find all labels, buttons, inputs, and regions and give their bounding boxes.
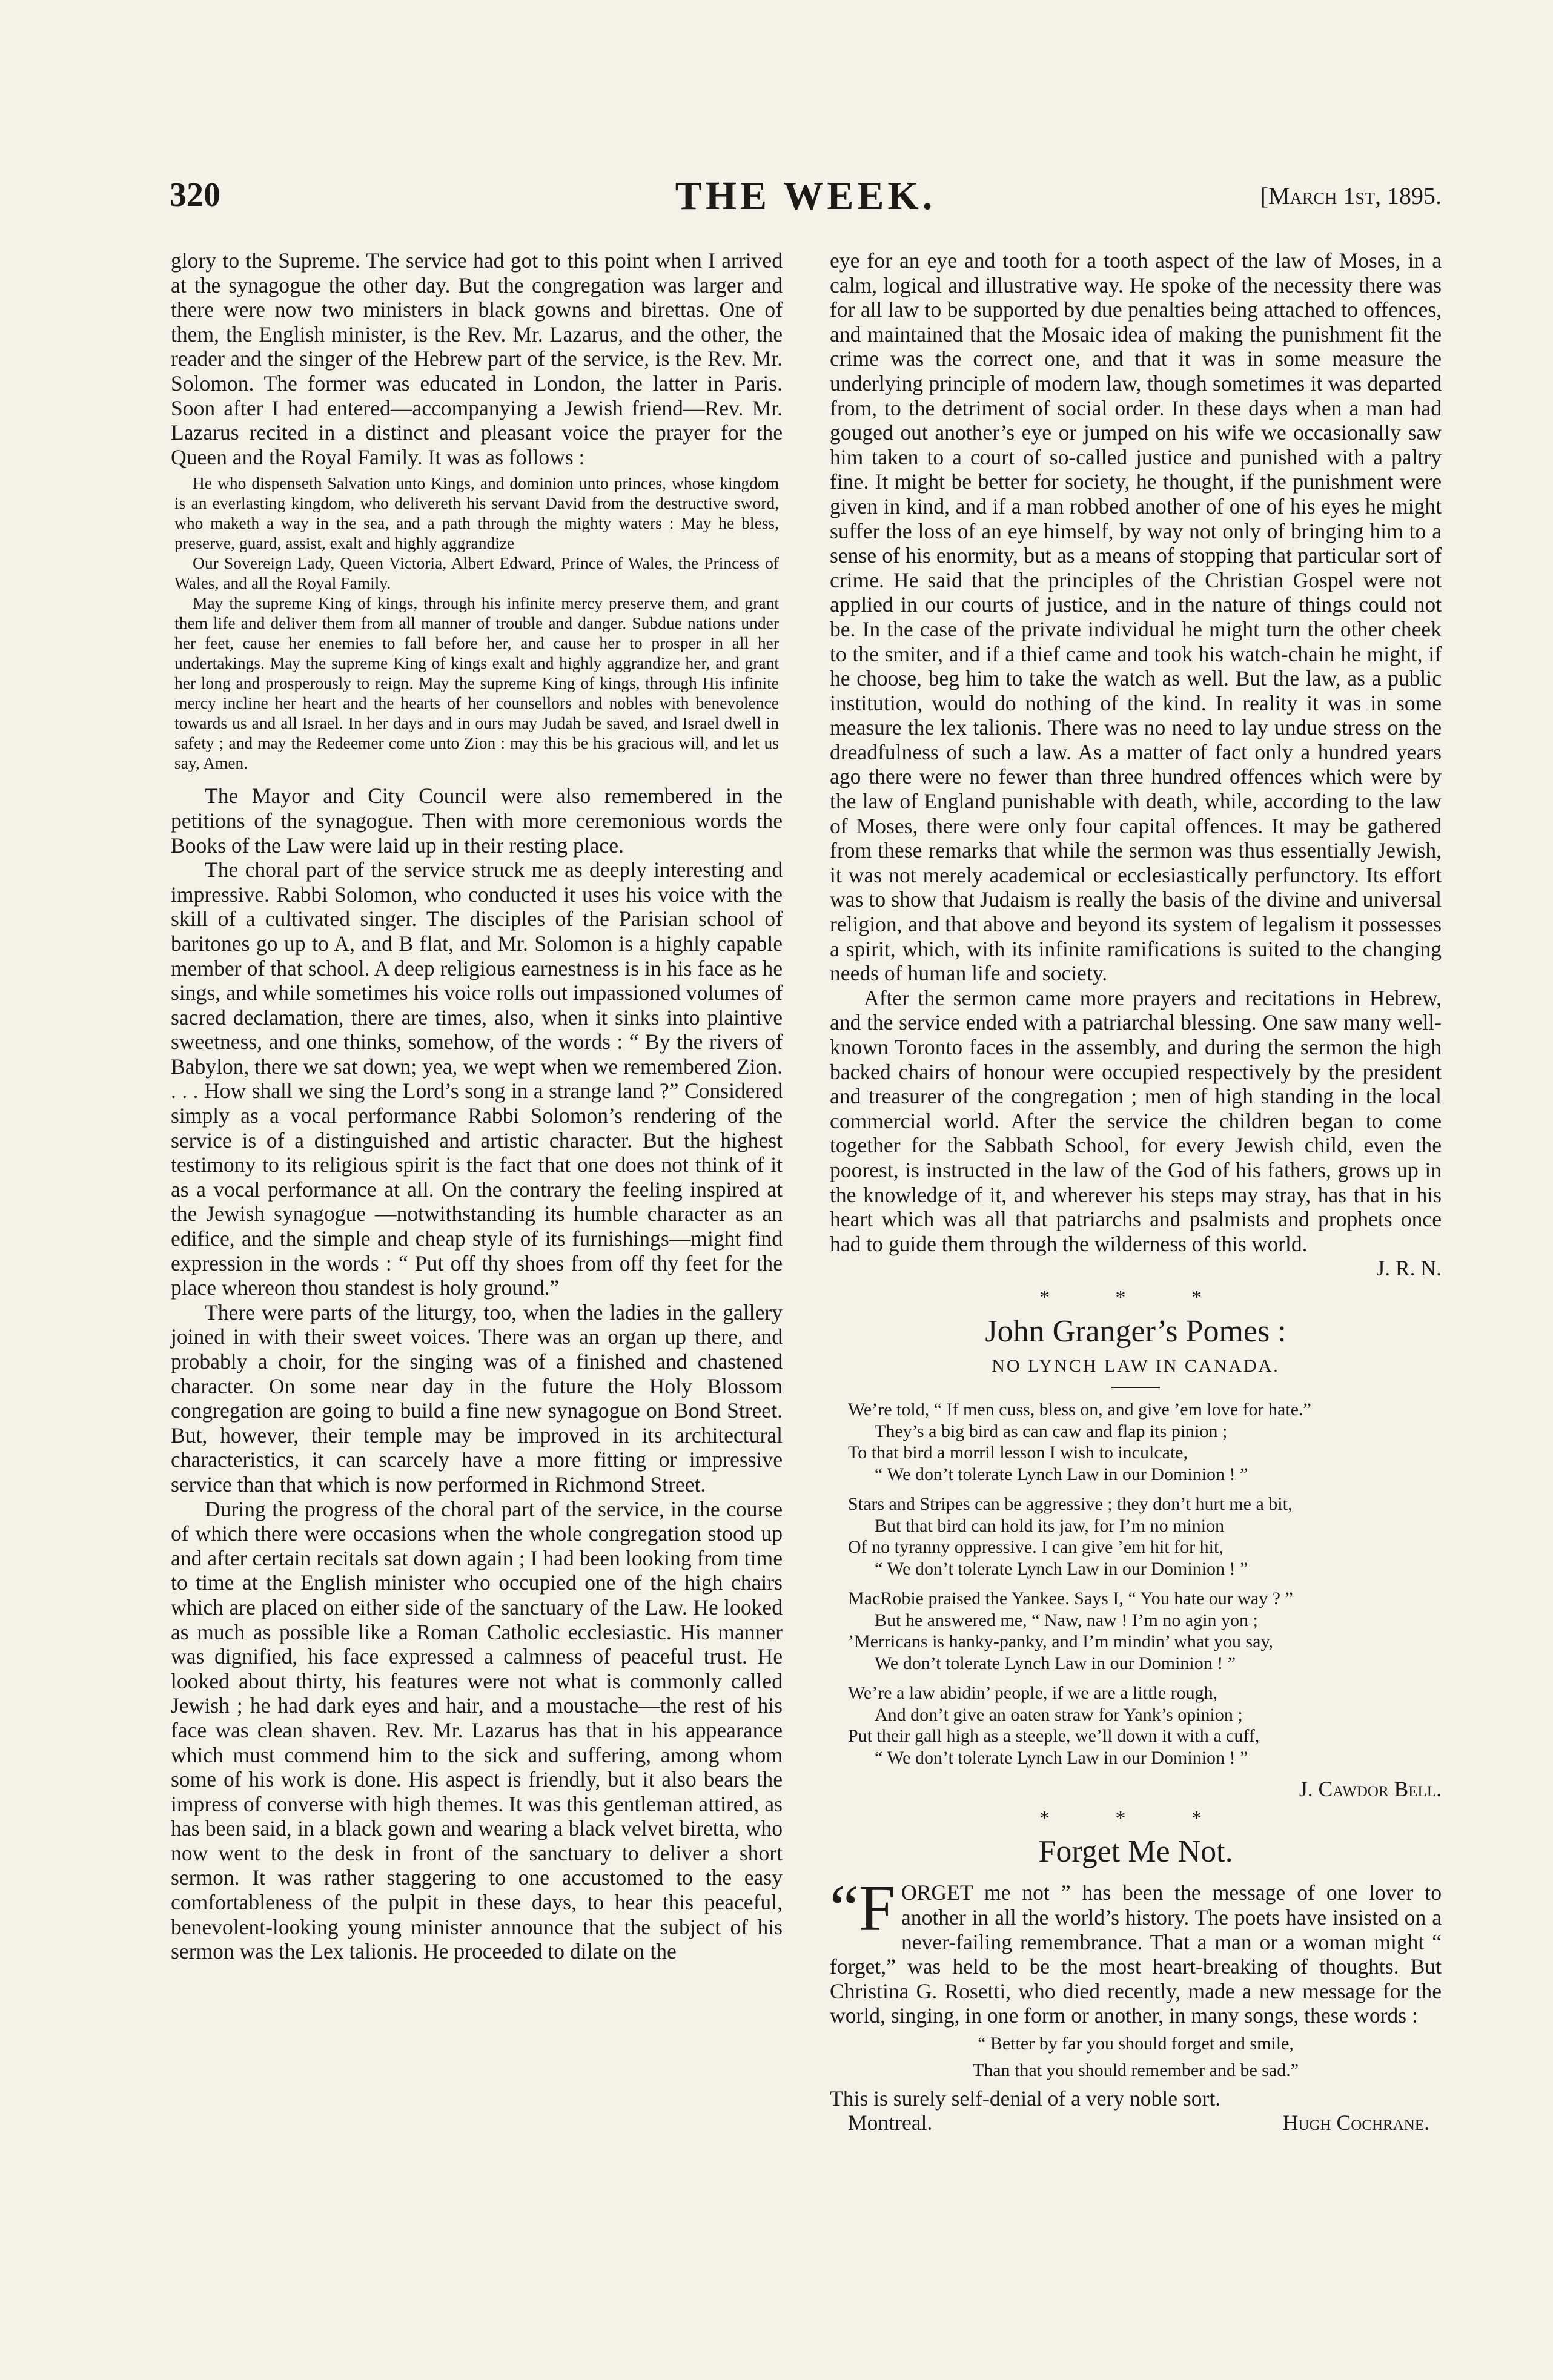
poem-line: Put their gall high as a steeple, we’ll down it with a cuff, xyxy=(848,1726,1260,1747)
poem-line: But that bird can hold its jaw, for I’m no minion xyxy=(875,1515,1225,1536)
poem-stanza xyxy=(848,1588,1442,1674)
poem-line: They’s a big bird as can caw and flap its pinion ; xyxy=(875,1421,1228,1441)
divider-rule xyxy=(1111,1387,1160,1388)
poem-line: To that bird a morril lesson I wish to inculcate, xyxy=(848,1443,1188,1463)
page-header xyxy=(170,176,1442,230)
poem-line: We don’t tolerate Lynch Law in our Dominion ! ” xyxy=(875,1653,1236,1673)
right-column xyxy=(830,248,1442,2135)
page-number: 320 xyxy=(170,176,220,214)
drop-cap: “F xyxy=(830,1873,895,1945)
poem-line: Stars and Stripes can be aggressive ; they don’t hurt me a bit, xyxy=(848,1494,1293,1515)
poem-line: We’re told, “ If men cuss, bless on, and give ’em love for hate.” xyxy=(848,1400,1311,1420)
poem-author: J. Cawdor Bell. xyxy=(1299,1777,1442,1802)
quoted-verse-line: Than that you should remember and be sad.” xyxy=(972,2060,1299,2080)
issue-date: [March 1st, 1895. xyxy=(1260,182,1442,210)
quoted-verse-line: “ Better by far you should forget and smile, xyxy=(978,2033,1294,2054)
poem xyxy=(830,1399,1442,1768)
poem-stanza xyxy=(848,1493,1442,1579)
prayer-block xyxy=(174,473,779,773)
paragraph: The choral part of the service struck me as deeply interesting and impressive. Rabbi Solomon, who conducted it uses his voice with the skill of a cultivated singer. The disciples of the Parisian school of baritones go up to A, and B flat, and Mr. Solomon is a highly capable member of that school. A deep religious earnestness is in his face as he sings, and while sometimes his voice rolls out impassioned volumes of sacred declamation, there are times, also, when it sinks into plaintive sweetness, and one thinks, somehow, of the words : “ By the rivers of Babylon, there we sat down; yea, we wept when we remembered Zion. . . . How shall we sing the Lord’s song in a strange land ?” Considered simply as a vocal performance Rabbi Solomon’s rendering of the service is of a distinguished and artistic character. But the highest testimony to its religious spirit is the fact that one does not think of it as a vocal performance at all. On the contrary the feeling inspired at the Jewish synagogue —notwithstanding its humble character as an edifice, and the simple and cheap style of its furnishings—might find expression in the words : “ Put off thy shoes from off thy feet for the place whereon thou standest is holy ground.” xyxy=(171,858,783,1300)
place-name: Montreal. xyxy=(848,2111,933,2135)
poem-line: ’Merricans is hanky-panky, and I’m mindin’ what you say, xyxy=(848,1631,1274,1652)
paragraph: The Mayor and City Council were also remembered in the petitions of the synagogue. Then with more ceremonious words the Books of the Law were laid up in their resting place. xyxy=(171,784,783,858)
poem-line: “ We don’t tolerate Lynch Law in our Dominion ! ” xyxy=(875,1747,1248,1768)
poem-line: “ We don’t tolerate Lynch Law in our Dominion ! ” xyxy=(875,1464,1248,1484)
article-title: Forget Me Not. xyxy=(1038,1834,1233,1869)
article-body xyxy=(830,1873,1442,2028)
poem-line: But he answered me, “ Naw, naw ! I’m no agin yon ; xyxy=(875,1610,1258,1630)
poem-line: Of no tyranny oppressive. I can give ’em hit for hit, xyxy=(848,1537,1224,1558)
poem-line: And don’t give an oaten straw for Yank’s opinion ; xyxy=(875,1704,1243,1725)
prayer-paragraph: Our Sovereign Lady, Queen Victoria, Albert Edward, Prince of Wales, the Princess of Wales, and all the Royal Family. xyxy=(174,554,779,593)
poem-title: John Granger’s Pomes : xyxy=(985,1314,1286,1349)
poem-line: MacRobie praised the Yankee. Says I, “ You hate our way ? ” xyxy=(848,1588,1293,1609)
article-signature: J. R. N. xyxy=(1376,1256,1442,1281)
prayer-paragraph: May the supreme King of kings, through his infinite mercy preserve them, and grant them life and deliver them from all manner of trouble and danger. Subdue nations under her feet, cause her enemies to fall before her, and cause her to prosper in all her undertakings. May the supreme King of kings exalt and highly aggrandize her, and grant her long and prosperously to reign. May the supreme King of kings, through His infinite mercy incline her heart and the hearts of her counsellors and nobles with benevolence towards us and all Israel. In her days and in ours may Judah be saved, and Israel dwell in safety ; and may the Redeemer come unto Zion : may this be his gracious will, and let us say, Amen. xyxy=(174,593,779,773)
section-divider-stars: * * * xyxy=(1039,1806,1232,1830)
paragraph: ORGET me not ” has been the message of one lover to another in all the world’s history. The poets have insisted on a never-failing remembrance. That a man or a woman might “ forget,” was held to be the most heart-breaking of thoughts. But Christina G. Rosetti, who died recently, made a new message for the world, singing, in one form or another, in many songs, these words : xyxy=(830,1880,1442,2028)
left-column xyxy=(171,248,783,1964)
paragraph: glory to the Supreme. The service had got to this point when I arrived at the synagogue the other day. But the congregation was larger and there were now two ministers in black gowns and birettas. One of them, the English minister, is the Rev. Mr. Lazarus, and the other, the reader and the singer of the Hebrew part of the service, is the Rev. Mr. Solomon. The former was educated in London, the latter in Paris. Soon after I had entered—accompanying a Jewish friend—Rev. Mr. Lazarus recited in a distinct and pleasant voice the prayer for the Queen and the Royal Family. It was as follows : xyxy=(171,248,783,469)
section-divider-stars: * * * xyxy=(1039,1286,1232,1309)
author-name: Hugh Cochrane. xyxy=(1282,2111,1429,2135)
paragraph: During the progress of the choral part of the service, in the course of which there were occasions when the whole congregation stood up and after certain recitals sat down again ; I had been looking from time to time at the English minister who occupied one of the high chairs which are placed on either side of the sanctuary of the Law. He looked as much as possible like a Roman Catholic ecclesiastic. His manner was dignified, his face expressed a calmness of peaceful trust. He looked about thirty, his features were not what is commonly called Jewish ; he had dark eyes and hair, and a moustache—the rest of his face was clean shaven. Rev. Mr. Lazarus has that in his appearance which must commend him to the sick and suffering, among whom some of his work is done. His aspect is friendly, but it also bears the impress of converse with high themes. It was this gentleman attired, as has been said, in a black gown and wearing a black velvet biretta, who now went to the desk in front of the sanctuary to deliver a short sermon. It was rather staggering to one accustomed to the easy comfortableness of the pulpit in these days, to hear this peaceful, benevolent-looking young minister announce that the subject of his sermon was the Lex talionis. He proceeded to dilate on the xyxy=(171,1496,783,1964)
poem-line: We’re a law abidin’ people, if we are a little rough, xyxy=(848,1683,1218,1704)
signature-line xyxy=(830,2111,1442,2135)
poem-stanza xyxy=(848,1682,1442,1768)
poem-line: “ We don’t tolerate Lynch Law in our Dominion ! ” xyxy=(875,1558,1248,1579)
poem-subtitle: NO LYNCH LAW IN CANADA. xyxy=(992,1355,1280,1376)
paragraph: There were parts of the liturgy, too, when the ladies in the gallery joined in with their sweet voices. There was an organ up there, and probably a choir, for the singing was of a finished and chastened character. On some near day in the future the Holy Blossom congregation are going to build a fine new synagogue on Bond Street. But, however, their temple may be improved in its architectural characteristics, it can scarcely have a more fitting or impressive service than that which is now performed in Richmond Street. xyxy=(171,1300,783,1496)
paragraph: eye for an eye and tooth for a tooth aspect of the law of Moses, in a calm, logical and illustrative way. He spoke of the necessity there was for all law to be supported by due penalties being attached to offences, and maintained that the Mosaic idea of making the punishment fit the crime was the correct one, and that it was in some measure the underlying principle of modern law, though sometimes it was departed from, to the detriment of social order. In these days when a man had gouged out another’s eye or jumped on his wife we occasionally saw him taken to a court of so-called justice and punished with a paltry fine. It might be better for society, he thought, if the punishment were given in kind, and if a man robbed another of one of his eyes he might suffer the loss of an eye himself, by way not only of bringing him to a sense of his enormity, but as a means of stopping that particular sort of crime. He said that the principles of the Christian Gospel were not applied in our courts of justice, and in the nature of things could not be. In the case of the private individual he might turn the other cheek to the smiter, and if a thief came and took his watch-chain he might, if he choose, beg him to take the watch as well. But the law, as a public institution, would do nothing of the kind. In reality it was in some measure the lex talionis. There was no need to lay undue stress on the dreadfulness of such a law. As a matter of fact only a hundred years ago there were no fewer than three hundred offences which were by the law of England punishable with death, while, according to the law of Moses, there were only four capital offences. It may be gathered from these remarks that while the sermon was thus essentially Jewish, it was not merely academical or ecclesiastically perfunctory. Its effort was to show that Judaism is really the basis of the divine and universal religion, and that above and beyond its system of legalism it possesses a spirit, which, with its infinite ramifications is suited to the changing needs of human life and society. xyxy=(830,248,1442,986)
masthead-title: THE WEEK. xyxy=(675,174,936,218)
paragraph: This is surely self-denial of a very noble sort. xyxy=(830,2086,1221,2111)
poem-stanza xyxy=(848,1399,1442,1485)
paragraph: After the sermon came more prayers and recitations in Hebrew, and the service ended with a patriarchal blessing. One saw many well-known Toronto faces in the assembly, and during the sermon the high backed chairs of honour were occupied respectively by the president and treasurer of the congregation ; men of high standing in the local commercial world. After the service the children began to come together for the Sabbath School, for every Jewish child, even the poorest, is instructed in the law of the God of his fathers, grows up in the knowledge of it, and wherever his steps may stray, has that in his heart which was all that patriarchs and psalmists and prophets once had to guide them through the wilderness of this world. xyxy=(830,985,1442,1256)
prayer-paragraph: He who dispenseth Salvation unto Kings, and dominion unto princes, whose kingdom is an everlasting kingdom, who delivereth his servant David from the destructive sword, who maketh a way in the sea, and a path through the mighty waters : May he bless, preserve, guard, assist, exalt and highly aggrandize xyxy=(174,474,779,553)
